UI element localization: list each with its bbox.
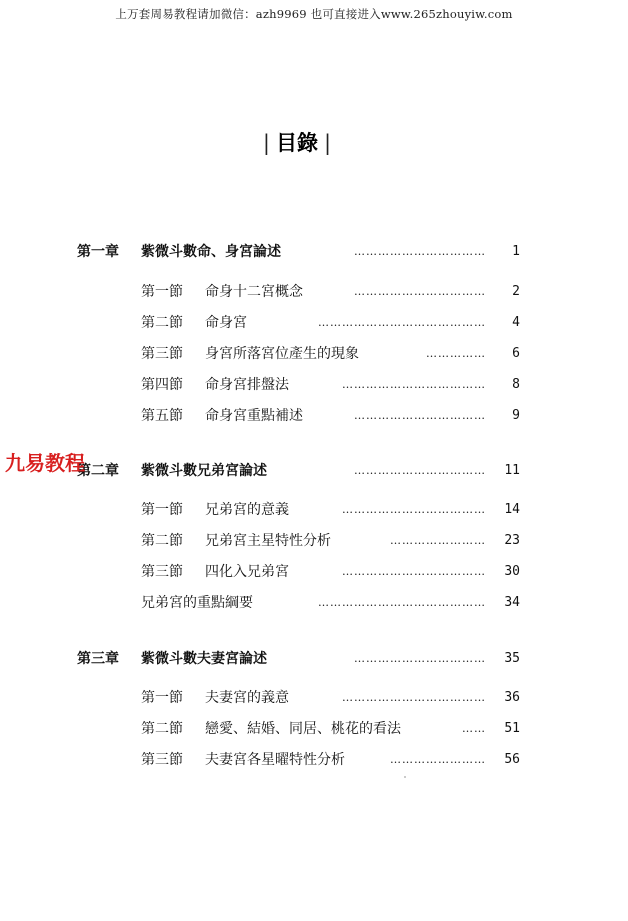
toc-entry-chapter-1[interactable]	[0, 241, 628, 263]
toc-entry-title: 命身宮排盤法	[205, 377, 289, 393]
toc-entry-leader: ……………………………	[354, 652, 486, 665]
toc-entry-page: 1	[512, 244, 520, 259]
toc-entry-page: 6	[512, 346, 520, 361]
toc-entry-section[interactable]	[0, 530, 628, 552]
toc-entry-label: 第三節	[141, 752, 183, 768]
toc-entry-section[interactable]	[0, 312, 628, 334]
toc-entry-label: 第一節	[141, 690, 183, 706]
toc-entry-title: 紫微斗數兄弟宮論述	[141, 463, 267, 479]
toc-entry-section[interactable]	[0, 499, 628, 521]
toc-entry-section[interactable]	[0, 687, 628, 709]
toc-entry-title: 兄弟宮的重點綱要	[141, 595, 253, 611]
toc-entry-leader: ……………………………	[354, 464, 486, 477]
toc-entry-title: 戀愛、結婚、同居、桃花的看法	[205, 721, 401, 737]
toc-entry-section[interactable]	[0, 281, 628, 303]
toc-entry-chapter-2[interactable]	[0, 460, 628, 482]
page-header-text: 上万套周易教程请加微信：azh9969 也可直接进入www.265zhouyiw.com	[115, 7, 513, 21]
toc-entry-title: 命身宮重點補述	[205, 408, 303, 424]
toc-entry-page: 51	[504, 721, 520, 736]
scan-speck	[404, 776, 406, 778]
toc-entry-page: 23	[504, 533, 520, 548]
toc-entry-section[interactable]	[0, 718, 628, 740]
watermark-logo: 九易教程	[5, 451, 85, 475]
toc-entry-label: 第一章	[77, 244, 119, 260]
toc-entry-leader: ……………………………	[354, 409, 486, 422]
toc-entry-chapter-3[interactable]	[0, 648, 628, 670]
toc-entry-label: 第三節	[141, 346, 183, 362]
toc-entry-leader: ………………………………	[342, 691, 486, 704]
toc-entry-section[interactable]	[0, 749, 628, 771]
toc-entry-section[interactable]	[0, 405, 628, 427]
toc-entry-leader: ……………	[426, 347, 486, 360]
toc-entry-section[interactable]	[0, 374, 628, 396]
toc-entry-page: 56	[504, 752, 520, 767]
toc-entry-label: 第四節	[141, 377, 183, 393]
toc-entry-leader: ……………………………………	[318, 316, 486, 329]
toc-entry-page: 2	[512, 284, 520, 299]
toc-entry-page: 9	[512, 408, 520, 423]
toc-entry-leader: ……	[462, 722, 486, 735]
toc-entry-page: 36	[504, 690, 520, 705]
toc-entry-label: 第五節	[141, 408, 183, 424]
toc-entry-leader: ……………………	[390, 753, 486, 766]
toc-entry-leader: ……………………………	[354, 285, 486, 298]
toc-entry-section[interactable]	[0, 561, 628, 583]
toc-entry-leader: ………………………………	[342, 565, 486, 578]
toc-entry-title: 紫微斗數命、身宮論述	[141, 244, 281, 260]
toc-entry-page: 11	[504, 463, 520, 478]
toc-entry-title: 紫微斗數夫妻宮論述	[141, 651, 267, 667]
toc-entry-leader: ……………………………………	[318, 596, 486, 609]
toc-entry-section[interactable]	[0, 343, 628, 365]
toc-entry-label: 第三節	[141, 564, 183, 580]
toc-title	[0, 127, 594, 157]
toc-entry-label: 第二節	[141, 721, 183, 737]
toc-entry-page: 35	[504, 651, 520, 666]
toc-entry-title: 四化入兄弟宮	[205, 564, 289, 580]
toc-entry-label: 第二章	[77, 463, 119, 479]
toc-entry-title: 命身宮	[205, 315, 247, 331]
title-right-bar: |	[324, 131, 332, 155]
toc-entry-leader: ………………………………	[342, 378, 486, 391]
toc-entry-leader: ……………………	[390, 534, 486, 547]
toc-entry-title: 兄弟宮的意義	[205, 502, 289, 518]
toc-entry-title: 身宮所落宮位產生的現象	[205, 346, 359, 362]
toc-entry-page: 4	[512, 315, 520, 330]
toc-entry-title: 夫妻宮各星曜特性分析	[205, 752, 345, 768]
toc-entry-title: 兄弟宮主星特性分析	[205, 533, 331, 549]
toc-entry-label: 第一節	[141, 502, 183, 518]
toc-entry-page: 14	[504, 502, 520, 517]
toc-entry-page: 30	[504, 564, 520, 579]
toc-entry-leader: ……………………………	[354, 245, 486, 258]
toc-entry-label: 第一節	[141, 284, 183, 300]
title-left-bar: |	[262, 131, 270, 155]
toc-entry-label: 第二節	[141, 315, 183, 331]
toc-entry-title: 夫妻宮的義意	[205, 690, 289, 706]
toc-entry-title: 命身十二宮概念	[205, 284, 303, 300]
toc-entry-leader: ………………………………	[342, 503, 486, 516]
toc-entry-section[interactable]	[0, 592, 628, 614]
toc-entry-page: 34	[504, 595, 520, 610]
toc-entry-label: 第三章	[77, 651, 119, 667]
toc-entry-page: 8	[512, 377, 520, 392]
title-text: 目錄	[276, 130, 318, 155]
toc-entry-label: 第二節	[141, 533, 183, 549]
